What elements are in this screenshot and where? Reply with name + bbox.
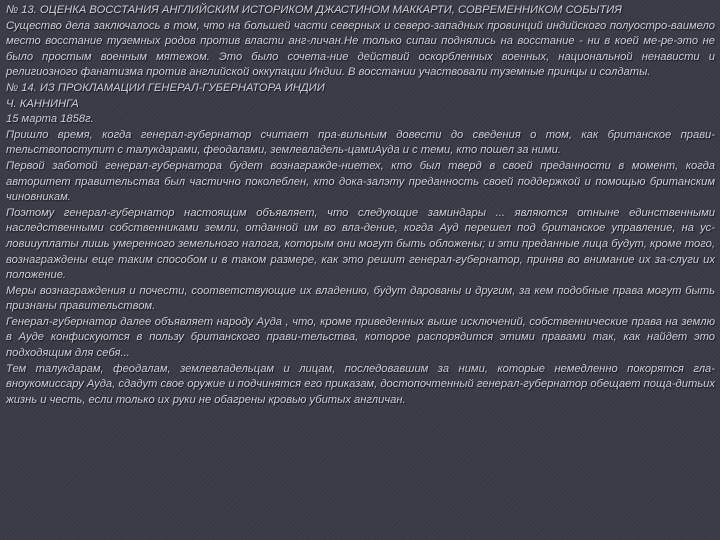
paragraph-1: Пришло время, когда генерал-губернатор считает пра-вильным довести до сведения о том, как британское прави-тельствопоступит с талукдарами, феодалами, землевладель-цамиАуда и с теми, кто пошел за ними.: [6, 128, 715, 157]
paragraph-4: Меры вознаграждения и почести, соответствующие их владению, будут дарованы и другим, за кем подобные права могут быть признаны правительством.: [6, 284, 715, 313]
paragraph-6: Тем талукдарам, феодалам, землевладельцам и лицам, последовавшим за ними, которые немедленно покорятся гла-вноукомиссару Ауда, сдадут свое оружие и подчинятся его приказам, достопочтенный генерал-губернатор обещает поща-дитьих жизнь и честь, если только их руки не обагрены кровью убитых англичан.: [6, 362, 715, 406]
paragraph-2: Первой заботой генерал-губернатора будет вознагражде-ниетех, кто был тверд в своей преданности в момент, когда авторитет правительства был частично поколеблен, кто дока-залэту преданность своей поддержкой и помощью британским чиновникам.: [6, 159, 715, 204]
author-line: Ч. КАННИНГА: [6, 97, 79, 110]
heading-13: № 13. ОЦЕНКА ВОССТАНИЯ АНГЛИЙСКИМ ИСТОРИКОМ ДЖАСТИНОМ МАККАРТИ, СОВРЕМЕННИКОМ СОБЫТИЯ: [6, 4, 622, 16]
heading-14: № 14. ИЗ ПРОКЛАМАЦИИ ГЕНЕРАЛ-ГУБЕРНАТОРА ИНДИИ: [6, 81, 325, 94]
slide-content: [6, 3, 715, 537]
paragraph-3: Поэтому генерал-губернатор настоящим объявляет, что следующие заминдары ... являются отныне единственными наследственными собственниками земли, отданной им во вла-дение, когда Ауд перешел под британское управление, на ус-ловииуплаты лишь умеренного земельного налога, которым они могут быть обложены; и эти преданные лица будут, кроме того, вознаграждены еще таким способом и в таком размере, как это решит генерал-губернатор, приняв во внимание их за-слуги их положение.: [6, 206, 715, 282]
paragraph-5: Генерал-губернатор далее объявляет народу Ауда , что, кроме приведенных выше исключений, собственнические права на землю в Ауде конфискуются в пользу британского прави-тельства, которое распорядится этими правами так, как найдет это подходящим для себя...: [6, 315, 715, 360]
paragraph-13: Существо дела заключалось в том, что на большей части северных и северо-западных провинций индийского полуостро-ваимело место восстание туземных родов против власти анг-личан.Не только сипаи поднялись на восстание - ни в коей ме-ре-это не было простым военным мятежом. Это было сочета-ние действий оскорбленных военных, национальной ненависти и религиозного фанатизма против английской оккупации Индии. В восстании участвовали туземные принцы и солдаты.: [6, 19, 715, 79]
date-line: 15 марта 1858г.: [6, 113, 94, 126]
